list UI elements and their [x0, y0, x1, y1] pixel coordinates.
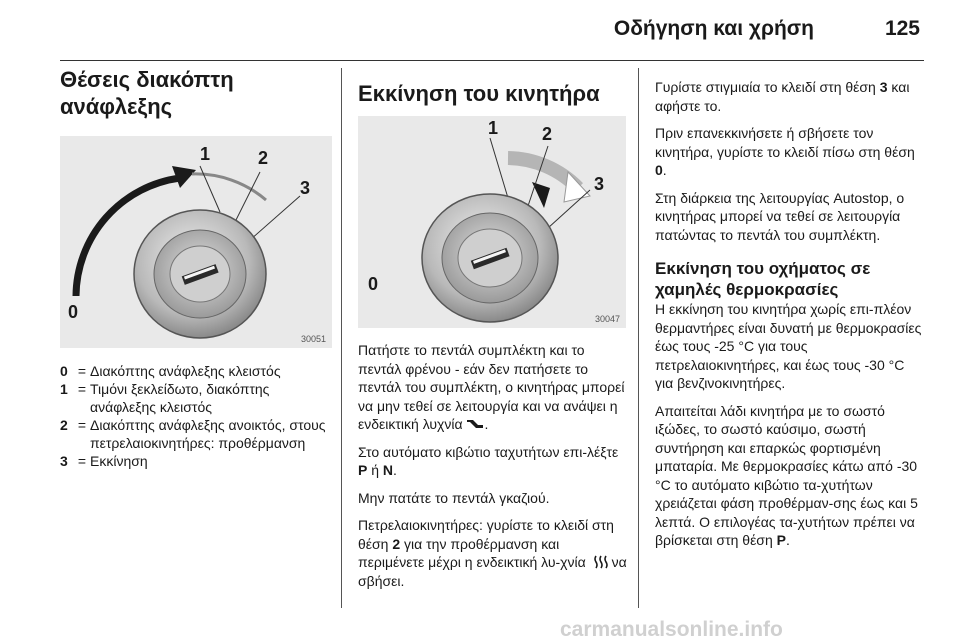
legend-text: Διακόπτης ανάφλεξης ανοικτός, στους πετρελαιοκινητήρες: προθέρμανση: [90, 417, 326, 451]
paragraph: [655, 124, 925, 180]
figure-label-3: 3: [594, 174, 605, 194]
section-heading-engine-start: Εκκίνηση του κινητήρα: [358, 81, 600, 106]
header-title: Οδήγηση και χρήση: [613, 17, 814, 40]
paragraph: [655, 402, 925, 550]
page-header: [60, 0, 924, 61]
legend-row: [60, 416, 332, 452]
ignition-key-turn-illustration: [358, 116, 626, 328]
ignition-legend: [60, 362, 332, 470]
paragraph-text: ή: [367, 462, 383, 478]
bold-value: 3: [879, 79, 888, 95]
section-heading-ignition-positions: Θέσεις διακόπτη ανάφλεξης: [60, 67, 234, 119]
figure-code: 30047: [594, 314, 620, 324]
legend-row: [60, 362, 332, 380]
legend-row: [60, 452, 332, 470]
column-2: [358, 80, 626, 107]
legend-key: 2: [60, 417, 68, 433]
ignition-positions-figure: [60, 136, 332, 348]
glow-plug-icon: [593, 555, 609, 569]
paragraph: [655, 78, 925, 115]
paragraph-end: .: [484, 416, 489, 432]
legend-equals: =: [77, 417, 87, 433]
bold-value: P: [358, 462, 368, 478]
paragraph: Στη διάρκεια της λειτουργίας Autostop, ο κινητήρας μπορεί να τεθεί σε λειτουργία πατώντας το πεντάλ του συμπλέκτη.: [655, 189, 905, 243]
bold-value: P: [776, 532, 786, 548]
paragraph-text: Γυρίστε στιγμιαία το κλειδί στη θέση: [655, 79, 880, 95]
paragraph: [358, 516, 628, 590]
legend-equals: =: [77, 363, 87, 379]
figure-label-0: 0: [68, 302, 79, 322]
legend-text: Τιμόνι ξεκλείδωτο, διακόπτης ανάφλεξης κλειστός: [90, 381, 270, 415]
column-divider: [341, 68, 342, 608]
figure-label-3: 3: [300, 178, 311, 198]
figure-label-1: 1: [200, 144, 211, 164]
legend-equals: =: [77, 453, 87, 469]
column-1: [60, 66, 332, 120]
column-3: [655, 78, 925, 559]
paragraph: [358, 443, 628, 480]
engine-start-text: [358, 341, 628, 599]
legend-key: 3: [60, 453, 68, 469]
paragraph-text: Πετρελαιοκινητήρες: γυρίστε το κλειδί στη θέση: [358, 517, 614, 552]
paragraph-text: Απαιτείται λάδι κινητήρα με το σωστό ιξώδες, το σωστό καύσιμο, σωστή συντήρηση και επαρκώς φορτισμένη μπαταρία. Με θερμοκρασίες κάτω από -30 °C το αυτόματο κιβώτιο τα-χυτήτων χρειάζεται φάση προθέρμαν-σης έως και 5 λεπτά. Ο επιλογέας τα-χυτήτων πρέπει να βρίσκεται στη θέση: [655, 402, 918, 548]
paragraph-end: .: [393, 462, 397, 478]
bold-value: 0: [655, 162, 663, 178]
paragraph-text: για την προθέρμανση και περιμένετε μέχρι η ενδεικτική λυ-χνία: [358, 535, 586, 570]
legend-equals: =: [77, 381, 87, 397]
figure-code: 30051: [300, 334, 326, 344]
section-heading-cold-start: Εκκίνηση του οχήματος σε χαμηλές θερμοκρασίες: [655, 259, 871, 299]
paragraph-text: Πριν επανεκκινήσετε ή σβήσετε τον κινητήρα, γυρίστε το κλειδί πίσω στη θέση: [655, 125, 915, 160]
ignition-switch-illustration: [60, 136, 332, 348]
bold-value: 2: [392, 535, 401, 552]
page-number: 125: [884, 17, 920, 40]
paragraph: Μην πατάτε το πεντάλ γκαζιού.: [358, 489, 550, 506]
figure-label-2: 2: [542, 124, 553, 144]
paragraph: Η εκκίνηση του κινητήρα χωρίς επι-πλέον θερμαντήρες είναι δυνατή με θερμοκρασίες έως τους -25 °C για τους πετρελαιοκινητήρες, και έως τους -30 °C για βενζινοκινητήρες.: [655, 301, 922, 391]
figure-label-1: 1: [488, 118, 499, 138]
paragraph-text: και αφήστε το.: [655, 79, 910, 114]
legend-key: 0: [60, 363, 68, 379]
legend-text: Εκκίνηση: [90, 453, 148, 469]
figure-label-0: 0: [368, 274, 379, 294]
paragraph-text: .: [785, 532, 790, 548]
paragraph: [358, 341, 628, 434]
column-divider: [638, 68, 639, 608]
engine-start-figure: [358, 116, 626, 328]
paragraph-text: Στο αυτόματο κιβώτιο ταχυτήτων επι-λέξτε: [358, 443, 619, 460]
bold-value: N: [382, 462, 394, 478]
figure-label-2: 2: [258, 148, 269, 168]
legend-key: 1: [60, 381, 68, 397]
paragraph-text: Πατήστε το πεντάλ συμπλέκτη και το πεντάλ φρένου - εάν δεν πατήσετε το πεντάλ του συμπλέκτη, ο κινητήρας μπορεί να μην τεθεί σε λειτουργία και να ανάψει η ενδεικτική λυχνία: [358, 342, 625, 432]
fuel-warning-icon: [466, 418, 484, 430]
watermark: carmanualsonline.info: [560, 618, 783, 641]
legend-row: [60, 380, 332, 416]
legend-text: Διακόπτης ανάφλεξης κλειστός: [90, 363, 281, 379]
paragraph-text: .: [662, 162, 667, 178]
paragraph-end: να σβήσει.: [358, 554, 627, 589]
